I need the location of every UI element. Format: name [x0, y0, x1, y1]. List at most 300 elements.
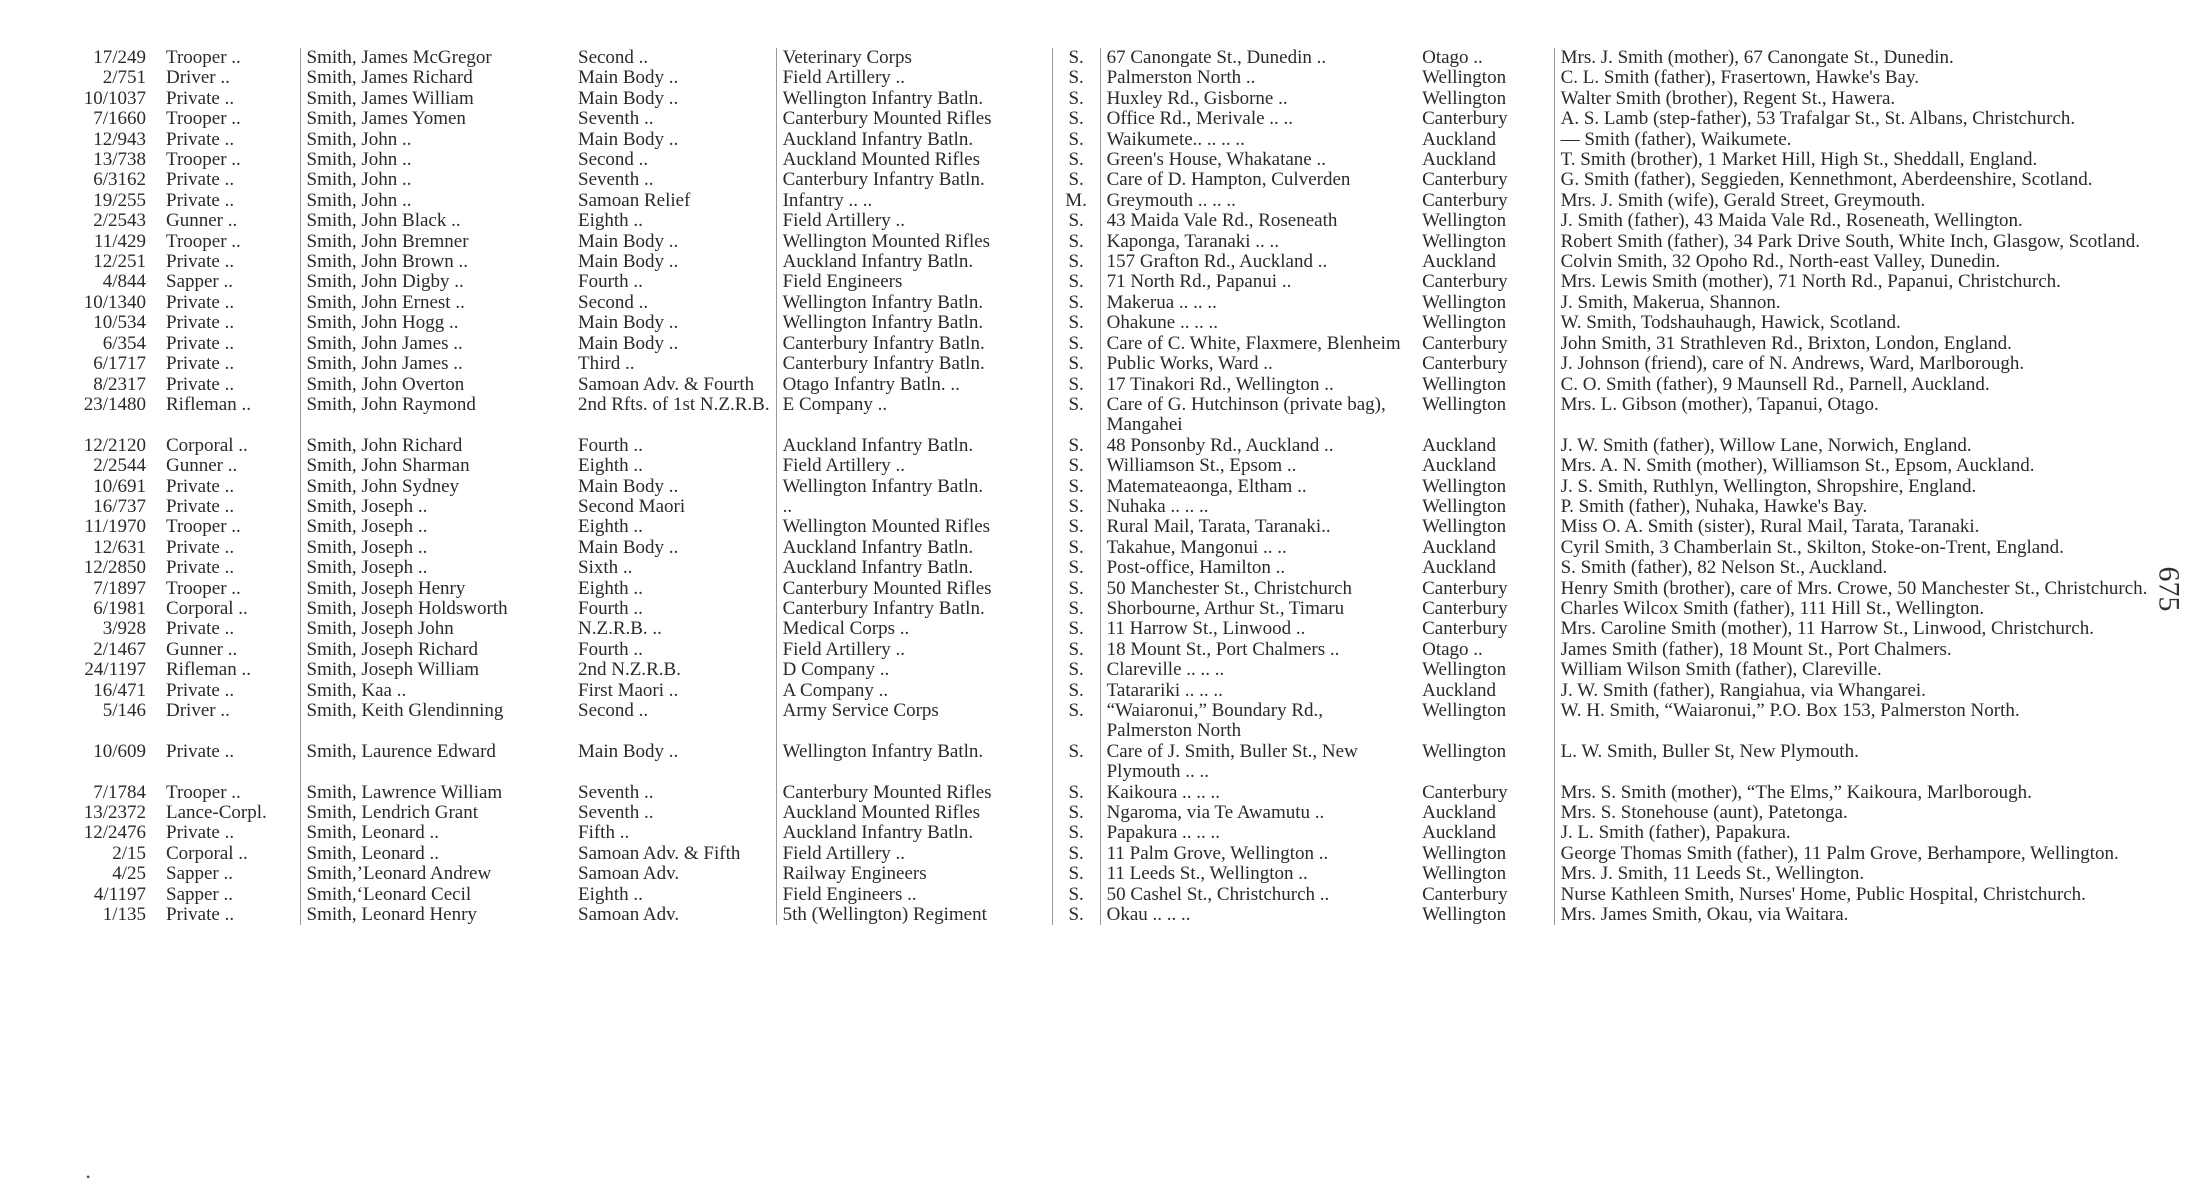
- rank: Private ..: [160, 558, 300, 578]
- soldier-name: Smith, John ..: [306, 170, 412, 191]
- soldier-name: Smith, James William: [306, 88, 474, 109]
- force: Second ..: [572, 48, 776, 68]
- table-row: [50, 701, 2161, 742]
- regimental-number: 12/631: [93, 537, 146, 558]
- unit: Wellington Infantry Batln.: [776, 477, 1052, 497]
- district: Wellington: [1416, 517, 1554, 537]
- unit: D Company ..: [776, 660, 1052, 680]
- soldier-name: Smith, Lawrence William: [306, 782, 503, 803]
- rank: Gunner ..: [160, 456, 300, 476]
- table-row: [50, 89, 2161, 109]
- soldier-name: Smith, James Yomen: [306, 109, 466, 130]
- soldier-name: Smith, John Bremner: [306, 231, 469, 252]
- last-address: 50 Cashel St., Christchurch ..: [1106, 884, 1330, 905]
- last-address: 71 North Rd., Papanui ..: [1106, 272, 1292, 293]
- force: Eighth ..: [572, 579, 776, 599]
- last-address: Care of D. Hampton, Culverden: [1106, 170, 1351, 191]
- force: Fourth ..: [572, 272, 776, 292]
- rank: Trooper ..: [160, 517, 300, 537]
- force: Main Body ..: [572, 742, 776, 783]
- district: Auckland: [1416, 681, 1554, 701]
- rank: Driver ..: [160, 68, 300, 88]
- district: Canterbury: [1416, 170, 1554, 190]
- soldier-name: Smith, Leonard Henry: [306, 905, 477, 926]
- district: Wellington: [1416, 477, 1554, 497]
- table-row: [50, 599, 2161, 619]
- table-row: [50, 619, 2161, 639]
- marital-status: S.: [1052, 313, 1100, 333]
- unit: Field Artillery ..: [776, 640, 1052, 660]
- table-row: [50, 864, 2161, 884]
- regimental-number: 10/1340: [83, 292, 146, 313]
- district: Canterbury: [1416, 783, 1554, 803]
- marital-status: S.: [1052, 681, 1100, 701]
- table-row: [50, 640, 2161, 660]
- rank: Private ..: [160, 619, 300, 639]
- last-address: Takahue, Mangonui .. ..: [1106, 537, 1287, 558]
- soldier-name: Smith, John Sydney: [306, 476, 460, 497]
- last-address: Care of C. White, Flaxmere, Blenheim: [1106, 333, 1401, 354]
- regimental-number: 2/1467: [93, 639, 146, 660]
- soldier-name: Smith, John Sharman: [306, 456, 470, 477]
- rank: Private ..: [160, 252, 300, 272]
- regimental-number: 10/1037: [83, 88, 146, 109]
- rank: Private ..: [160, 375, 300, 395]
- regimental-number: 4/25: [112, 864, 146, 885]
- force: Eighth ..: [572, 517, 776, 537]
- table-row: [50, 334, 2161, 354]
- unit: Auckland Infantry Batln.: [776, 823, 1052, 843]
- marital-status: S.: [1052, 558, 1100, 578]
- soldier-name: Smith, John James ..: [306, 354, 463, 375]
- table-row: [50, 783, 2161, 803]
- marital-status: S.: [1052, 334, 1100, 354]
- regimental-number: 13/2372: [83, 803, 146, 824]
- force: Seventh ..: [572, 783, 776, 803]
- marital-status: S.: [1052, 272, 1100, 292]
- marital-status: S.: [1052, 375, 1100, 395]
- unit: A Company ..: [776, 681, 1052, 701]
- next-of-kin: J. Johnson (friend), care of N. Andrews, Ward, Marlborough.: [1560, 354, 2025, 375]
- table-row: [50, 579, 2161, 599]
- last-address: Okau .. .. ..: [1106, 905, 1191, 926]
- unit: Wellington Infantry Batln.: [776, 313, 1052, 333]
- next-of-kin: T. Smith (brother), 1 Market Hill, High St., Sheddall, England.: [1560, 150, 2038, 171]
- force: 2nd N.Z.R.B.: [572, 660, 776, 680]
- unit: Field Artillery ..: [776, 456, 1052, 476]
- marital-status: S.: [1052, 68, 1100, 88]
- soldier-name: Smith, John Brown ..: [306, 252, 469, 273]
- next-of-kin: C. L. Smith (father), Frasertown, Hawke's Bay.: [1560, 68, 1919, 89]
- soldier-name: Smith, James McGregor: [306, 48, 492, 68]
- table-row: [50, 558, 2161, 578]
- table-row: [50, 681, 2161, 701]
- regimental-number: 12/2850: [83, 558, 146, 579]
- table-row: [50, 48, 2161, 68]
- marital-status: S.: [1052, 252, 1100, 272]
- rank: Driver ..: [160, 701, 300, 742]
- rank: Sapper ..: [160, 864, 300, 884]
- regimental-number: 12/2476: [83, 823, 146, 844]
- next-of-kin: J. Smith, Makerua, Shannon.: [1560, 292, 1781, 313]
- last-address: Huxley Rd., Gisborne ..: [1106, 88, 1288, 109]
- unit: E Company ..: [776, 395, 1052, 436]
- next-of-kin: Miss O. A. Smith (sister), Rural Mail, Tarata, Taranaki.: [1560, 517, 1980, 538]
- table-row: [50, 477, 2161, 497]
- marital-status: S.: [1052, 905, 1100, 925]
- regimental-number: 7/1784: [93, 782, 146, 803]
- marital-status: S.: [1052, 517, 1100, 537]
- soldier-name: Smith, John Hogg ..: [306, 313, 459, 334]
- last-address: Papakura .. .. ..: [1106, 823, 1221, 844]
- last-address: Makerua .. .. ..: [1106, 292, 1217, 313]
- last-address: Care of J. Smith, Buller St., New Plymouth .. ..: [1106, 741, 1358, 783]
- regimental-number: 23/1480: [83, 394, 146, 415]
- marital-status: S.: [1052, 293, 1100, 313]
- soldier-name: Smith, John James ..: [306, 333, 463, 354]
- rank: Trooper ..: [160, 232, 300, 252]
- marital-status: S.: [1052, 354, 1100, 374]
- table-row: [50, 375, 2161, 395]
- soldier-name: Smith, John Overton: [306, 374, 465, 395]
- table-row: [50, 354, 2161, 374]
- district: Wellington: [1416, 497, 1554, 517]
- soldier-name: Smith, Joseph William: [306, 660, 480, 681]
- marital-status: S.: [1052, 701, 1100, 742]
- last-address: 157 Grafton Rd., Auckland ..: [1106, 252, 1328, 273]
- unit: Wellington Infantry Batln.: [776, 293, 1052, 313]
- district: Wellington: [1416, 375, 1554, 395]
- last-address: Tatarariki .. .. ..: [1106, 680, 1223, 701]
- district: Canterbury: [1416, 579, 1554, 599]
- soldier-name: Smith, John ..: [306, 129, 412, 150]
- next-of-kin: W. H. Smith, “Waiaronui,” P.O. Box 153, Palmerston North.: [1560, 701, 2020, 721]
- regimental-number: 11/429: [93, 231, 146, 252]
- table-row: [50, 660, 2161, 680]
- rank: Private ..: [160, 89, 300, 109]
- unit: Auckland Infantry Batln.: [776, 436, 1052, 456]
- force: Main Body ..: [572, 334, 776, 354]
- unit: ..: [776, 497, 1052, 517]
- page-number: 675: [2152, 566, 2186, 612]
- district: Wellington: [1416, 68, 1554, 88]
- unit: Otago Infantry Batln. ..: [776, 375, 1052, 395]
- last-address: Rural Mail, Tarata, Taranaki..: [1106, 517, 1331, 538]
- regimental-number: 6/354: [102, 333, 146, 354]
- soldier-name: Smith, Laurence Edward: [306, 741, 496, 762]
- next-of-kin: P. Smith (father), Nuhaka, Hawke's Bay.: [1560, 496, 1868, 517]
- regimental-number: 10/609: [93, 741, 146, 762]
- table-row: [50, 130, 2161, 150]
- unit: 5th (Wellington) Regiment: [776, 905, 1052, 925]
- marital-status: S.: [1052, 477, 1100, 497]
- rank: Private ..: [160, 681, 300, 701]
- marital-status: S.: [1052, 436, 1100, 456]
- force: Second ..: [572, 701, 776, 742]
- soldier-name: Smith, Joseph ..: [306, 537, 428, 558]
- regimental-number: 10/534: [93, 313, 146, 334]
- soldier-name: Smith, Joseph ..: [306, 558, 428, 579]
- unit: Wellington Infantry Batln.: [776, 742, 1052, 783]
- table-row: [50, 742, 2161, 783]
- last-address: 17 Tinakori Rd., Wellington ..: [1106, 374, 1334, 395]
- unit: Auckland Mounted Rifles: [776, 150, 1052, 170]
- last-address: Matemateaonga, Eltham ..: [1106, 476, 1307, 497]
- marital-status: M.: [1052, 191, 1100, 211]
- marital-status: S.: [1052, 823, 1100, 843]
- rank: Gunner ..: [160, 640, 300, 660]
- force: Samoan Adv.: [572, 905, 776, 925]
- force: Main Body ..: [572, 130, 776, 150]
- district: Wellington: [1416, 211, 1554, 231]
- last-address: Kaikoura .. .. ..: [1106, 782, 1221, 803]
- next-of-kin: Charles Wilcox Smith (father), 111 Hill St., Wellington.: [1560, 598, 1985, 619]
- unit: Field Engineers ..: [776, 885, 1052, 905]
- last-address: Palmerston North ..: [1106, 68, 1256, 89]
- unit: Wellington Mounted Rifles: [776, 232, 1052, 252]
- rank: Private ..: [160, 334, 300, 354]
- district: Wellington: [1416, 905, 1554, 925]
- district: Canterbury: [1416, 354, 1554, 374]
- marital-status: S.: [1052, 864, 1100, 884]
- next-of-kin: James Smith (father), 18 Mount St., Port Chalmers.: [1560, 639, 1952, 660]
- regimental-number: 2/751: [102, 68, 146, 89]
- next-of-kin: Mrs. Caroline Smith (mother), 11 Harrow St., Linwood, Christchurch.: [1560, 619, 2094, 640]
- regimental-number: 12/943: [93, 129, 146, 150]
- force: N.Z.R.B. ..: [572, 619, 776, 639]
- soldier-name: Smith,ʻLeonard Cecil: [306, 884, 472, 905]
- last-address: Ngaroma, via Te Awamutu ..: [1106, 803, 1325, 824]
- marital-status: S.: [1052, 885, 1100, 905]
- force: Third ..: [572, 354, 776, 374]
- table-row: [50, 885, 2161, 905]
- district: Wellington: [1416, 395, 1554, 436]
- regimental-number: 24/1197: [84, 660, 146, 681]
- force: Main Body ..: [572, 252, 776, 272]
- force: Samoan Adv. & Fourth: [572, 375, 776, 395]
- force: Main Body ..: [572, 538, 776, 558]
- force: Seventh ..: [572, 170, 776, 190]
- district: Auckland: [1416, 803, 1554, 823]
- unit: Wellington Infantry Batln.: [776, 89, 1052, 109]
- table-row: [50, 844, 2161, 864]
- next-of-kin: J. S. Smith, Ruthlyn, Wellington, Shropshire, England.: [1560, 476, 1977, 497]
- district: Canterbury: [1416, 599, 1554, 619]
- next-of-kin: Robert Smith (father), 34 Park Drive South, White Inch, Glasgow, Scotland.: [1560, 231, 2141, 252]
- marital-status: S.: [1052, 150, 1100, 170]
- table-row: [50, 538, 2161, 558]
- regimental-number: 6/3162: [93, 170, 146, 191]
- district: Auckland: [1416, 823, 1554, 843]
- soldier-name: Smith, Leonard ..: [306, 843, 439, 864]
- rank: Corporal ..: [160, 844, 300, 864]
- table-row: [50, 436, 2161, 456]
- district: Canterbury: [1416, 885, 1554, 905]
- next-of-kin: — Smith (father), Waikumete.: [1560, 129, 1792, 150]
- table-row: [50, 150, 2161, 170]
- last-address: Greymouth .. .. ..: [1106, 190, 1236, 211]
- unit: Medical Corps ..: [776, 619, 1052, 639]
- next-of-kin: C. O. Smith (father), 9 Maunsell Rd., Parnell, Auckland.: [1560, 374, 1990, 395]
- next-of-kin: Henry Smith (brother), care of Mrs. Crowe, 50 Manchester St., Christchurch.: [1560, 578, 2148, 599]
- district: Canterbury: [1416, 334, 1554, 354]
- next-of-kin: William Wilson Smith (father), Clareville.: [1560, 660, 1882, 681]
- rank: Rifleman ..: [160, 660, 300, 680]
- soldier-name: Smith, Lendrich Grant: [306, 803, 478, 824]
- rank: Corporal ..: [160, 599, 300, 619]
- next-of-kin: John Smith, 31 Strathleven Rd., Brixton, London, England.: [1560, 333, 2012, 354]
- district: Wellington: [1416, 313, 1554, 333]
- rank: Private ..: [160, 905, 300, 925]
- rank: Private ..: [160, 823, 300, 843]
- soldier-name: Smith,’Leonard Andrew: [306, 864, 492, 885]
- unit: Auckland Infantry Batln.: [776, 130, 1052, 150]
- unit: Railway Engineers: [776, 864, 1052, 884]
- unit: Canterbury Infantry Batln.: [776, 170, 1052, 190]
- force: Sixth ..: [572, 558, 776, 578]
- district: Wellington: [1416, 864, 1554, 884]
- last-address: 18 Mount St., Port Chalmers ..: [1106, 639, 1340, 660]
- last-address: Shorbourne, Arthur St., Timaru: [1106, 598, 1345, 619]
- marital-status: S.: [1052, 844, 1100, 864]
- last-address: 11 Palm Grove, Wellington ..: [1106, 843, 1329, 864]
- unit: Canterbury Infantry Batln.: [776, 599, 1052, 619]
- marital-status: S.: [1052, 89, 1100, 109]
- next-of-kin: L. W. Smith, Buller St, New Plymouth.: [1560, 741, 1859, 762]
- next-of-kin: J. W. Smith (father), Rangiahua, via Whangarei.: [1560, 680, 1926, 701]
- rank: Private ..: [160, 742, 300, 783]
- next-of-kin: Cyril Smith, 3 Chamberlain St., Skilton, Stoke-on-Trent, England.: [1560, 537, 2064, 558]
- marital-status: S.: [1052, 211, 1100, 231]
- regimental-number: 12/251: [93, 252, 146, 273]
- regimental-number: 2/2544: [93, 456, 146, 477]
- rank: Private ..: [160, 313, 300, 333]
- next-of-kin: A. S. Lamb (step-father), 53 Trafalgar St., St. Albans, Christchurch.: [1560, 109, 2076, 130]
- next-of-kin: Mrs. J. Smith (wife), Gerald Street, Greymouth.: [1560, 190, 1926, 211]
- rank: Corporal ..: [160, 436, 300, 456]
- marital-status: S.: [1052, 660, 1100, 680]
- unit: Auckland Infantry Batln.: [776, 558, 1052, 578]
- force: Fifth ..: [572, 823, 776, 843]
- district: Auckland: [1416, 538, 1554, 558]
- district: Canterbury: [1416, 272, 1554, 292]
- next-of-kin: Mrs. S. Smith (mother), “The Elms,” Kaikoura, Marlborough.: [1560, 782, 2032, 803]
- force: Eighth ..: [572, 211, 776, 231]
- rank: Private ..: [160, 293, 300, 313]
- last-address: 50 Manchester St., Christchurch: [1106, 578, 1352, 599]
- next-of-kin: George Thomas Smith (father), 11 Palm Grove, Berhampore, Wellington.: [1560, 843, 2119, 864]
- regimental-number: 4/1197: [93, 884, 146, 905]
- marital-status: S.: [1052, 783, 1100, 803]
- marital-status: S.: [1052, 395, 1100, 436]
- force: Fourth ..: [572, 599, 776, 619]
- table-row: [50, 232, 2161, 252]
- next-of-kin: Mrs. S. Stonehouse (aunt), Patetonga.: [1560, 803, 1848, 824]
- regimental-number: 1/135: [102, 905, 146, 926]
- next-of-kin: Mrs. Lewis Smith (mother), 71 North Rd., Papanui, Christchurch.: [1560, 272, 2061, 293]
- marital-status: S.: [1052, 640, 1100, 660]
- rank: Gunner ..: [160, 211, 300, 231]
- next-of-kin: J. W. Smith (father), Willow Lane, Norwich, England.: [1560, 435, 1972, 456]
- soldier-name: Smith, Joseph Richard: [306, 639, 479, 660]
- unit: Field Artillery ..: [776, 68, 1052, 88]
- force: Fourth ..: [572, 436, 776, 456]
- soldier-name: Smith, Joseph ..: [306, 496, 428, 517]
- last-address: Care of G. Hutchinson (private bag), Mangahei: [1106, 394, 1386, 436]
- last-address: Kaponga, Taranaki .. ..: [1106, 231, 1280, 252]
- next-of-kin: W. Smith, Todshauhaugh, Hawick, Scotland.: [1560, 313, 1901, 334]
- next-of-kin: S. Smith (father), 82 Nelson St., Auckland.: [1560, 558, 1888, 579]
- regimental-number: 4/844: [102, 272, 146, 293]
- next-of-kin: Walter Smith (brother), Regent St., Hawera.: [1560, 88, 1896, 109]
- soldier-name: Smith, John Raymond: [306, 394, 476, 415]
- force: Main Body ..: [572, 89, 776, 109]
- force: Second ..: [572, 293, 776, 313]
- district: Auckland: [1416, 252, 1554, 272]
- next-of-kin: Colvin Smith, 32 Opoho Rd., North-east Valley, Dunedin.: [1560, 252, 2001, 273]
- force: Main Body ..: [572, 232, 776, 252]
- last-address: 11 Leeds St., Wellington ..: [1106, 864, 1308, 885]
- last-address: Public Works, Ward ..: [1106, 354, 1273, 375]
- table-row: [50, 803, 2161, 823]
- regimental-number: 5/146: [102, 701, 146, 721]
- soldier-name: Smith, John Digby ..: [306, 272, 464, 293]
- table-row: [50, 456, 2161, 476]
- last-address: Clareville .. .. ..: [1106, 660, 1225, 681]
- district: Wellington: [1416, 89, 1554, 109]
- district: Wellington: [1416, 232, 1554, 252]
- regimental-number: 3/928: [102, 619, 146, 640]
- stray-mark: •: [86, 1170, 91, 1184]
- force: Second ..: [572, 150, 776, 170]
- last-address: Office Rd., Merivale .. ..: [1106, 109, 1294, 130]
- soldier-name: Smith, Joseph Henry: [306, 578, 466, 599]
- district: Wellington: [1416, 844, 1554, 864]
- table-row: [50, 293, 2161, 313]
- district: Otago ..: [1416, 48, 1554, 68]
- force: Eighth ..: [572, 456, 776, 476]
- next-of-kin: Mrs. L. Gibson (mother), Tapanui, Otago.: [1560, 394, 1879, 415]
- force: Samoan Adv. & Fifth: [572, 844, 776, 864]
- table-row: [50, 211, 2161, 231]
- regimental-number: 17/249: [93, 48, 146, 68]
- table-row: [50, 517, 2161, 537]
- table-row: [50, 170, 2161, 190]
- force: Seventh ..: [572, 109, 776, 129]
- unit: Canterbury Mounted Rifles: [776, 783, 1052, 803]
- rank: Trooper ..: [160, 109, 300, 129]
- regimental-number: 16/471: [93, 680, 146, 701]
- table-row: [50, 109, 2161, 129]
- rank: Sapper ..: [160, 885, 300, 905]
- force: 2nd Rfts. of 1st N.Z.R.B.: [572, 395, 776, 436]
- last-address: Williamson St., Epsom ..: [1106, 456, 1297, 477]
- next-of-kin: Mrs. James Smith, Okau, via Waitara.: [1560, 905, 1849, 926]
- regimental-number: 7/1660: [93, 109, 146, 130]
- regimental-number: 16/737: [93, 496, 146, 517]
- rank: Private ..: [160, 191, 300, 211]
- marital-status: S.: [1052, 48, 1100, 68]
- last-address: Post-office, Hamilton ..: [1106, 558, 1286, 579]
- marital-status: S.: [1052, 803, 1100, 823]
- unit: Canterbury Infantry Batln.: [776, 334, 1052, 354]
- last-address: 11 Harrow St., Linwood ..: [1106, 619, 1306, 640]
- force: Eighth ..: [572, 885, 776, 905]
- rank: Private ..: [160, 497, 300, 517]
- soldier-name: Smith, Kaa ..: [306, 680, 407, 701]
- unit: Canterbury Mounted Rifles: [776, 579, 1052, 599]
- district: Wellington: [1416, 293, 1554, 313]
